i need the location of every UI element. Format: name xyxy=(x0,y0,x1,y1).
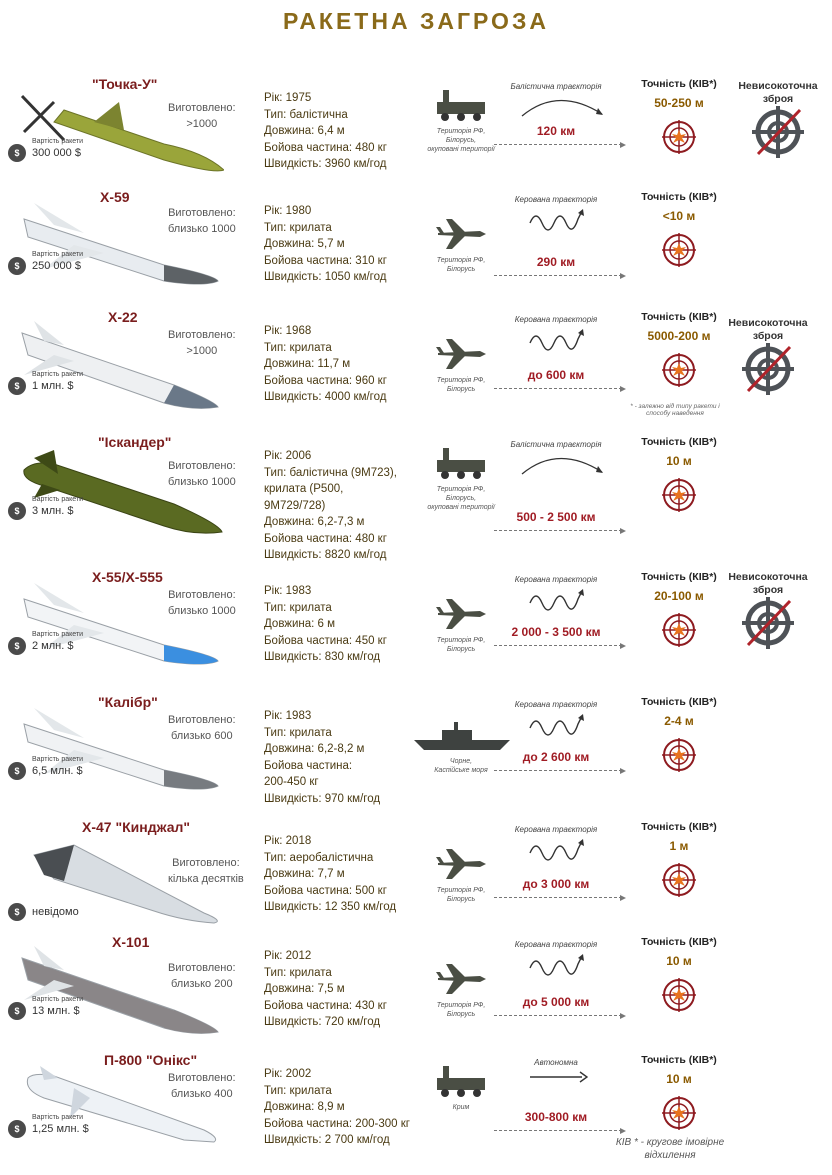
missile-row xyxy=(0,565,832,675)
missile-row xyxy=(0,72,832,182)
missile-range: до 3 000 км xyxy=(522,877,590,891)
target-icon xyxy=(662,478,696,512)
missile-specs: Рік: 2018 Тип: аеробалістична Довжина: 7,7 м Бойова частина: 500 кг Швидкість: 12 350 км/год xyxy=(264,835,397,913)
guided-trajectory-icon xyxy=(528,587,588,626)
launch-location: Чорне, Каспійське моря xyxy=(434,758,488,774)
missile-range: 300-800 км xyxy=(524,1110,588,1124)
launch-location: Територія РФ, Білорусь xyxy=(436,1002,486,1018)
accuracy-label: Точність (КІВ*) xyxy=(641,696,717,708)
missile-range: 2 000 - 3 500 км xyxy=(511,625,601,639)
range-arrow-line xyxy=(494,1015,622,1016)
accuracy-value: 50-250 м xyxy=(654,96,704,110)
range-arrow-line xyxy=(494,388,622,389)
missile-range: до 5 000 км xyxy=(522,995,590,1009)
trajectory-label: Балістична траєкторія xyxy=(510,440,602,449)
accuracy-label: Точність (КІВ*) xyxy=(641,311,717,323)
missile-row xyxy=(0,815,832,925)
missile-specs: Рік: 2002 Тип: крилата Довжина: 8,9 м Бойова частина: 200-300 кг Швидкість: 2 700 км/год xyxy=(264,1068,410,1146)
crossed-target-icon xyxy=(718,597,818,654)
missile-name: П-800 "Онікс" xyxy=(104,1052,198,1068)
arrow-head-icon xyxy=(620,528,626,534)
guided-trajectory-icon xyxy=(528,952,588,991)
kib-definition-note: КІВ * - кругове імовірне відхилення xyxy=(615,1137,725,1161)
accuracy-footnote: * - залежно від типу ракети і способу наведення xyxy=(630,403,720,417)
price-value: 300 000 $ xyxy=(32,147,81,159)
price-label: Вартість ракети xyxy=(32,756,84,763)
missile-row xyxy=(0,305,832,415)
accuracy-value: 10 м xyxy=(666,454,692,468)
price-label: Вартість ракети xyxy=(32,996,84,1003)
trajectory-label: Керована траєкторія xyxy=(514,940,598,949)
autonomous-trajectory-icon xyxy=(528,1070,588,1089)
accuracy-label: Точність (КІВ*) xyxy=(641,1054,717,1066)
arrow-head-icon xyxy=(620,768,626,774)
target-icon xyxy=(662,613,696,647)
missile-name: Х-59 xyxy=(100,189,130,205)
accuracy-label: Точність (КІВ*) xyxy=(641,571,717,583)
price-value: 6,5 млн. $ xyxy=(32,765,83,777)
price-value: невідомо xyxy=(32,906,79,918)
dollar-icon: $ xyxy=(8,1002,26,1020)
missile-specs: Рік: 1975 Тип: балістична Довжина: 6,4 м Бойова частина: 480 кг Швидкість: 3960 км/год xyxy=(264,92,387,170)
target-icon xyxy=(662,738,696,772)
range-arrow-line xyxy=(494,144,622,145)
trajectory-label: Автономна xyxy=(534,1058,578,1067)
missile-name: Х-47 "Кинджал" xyxy=(82,819,191,835)
trajectory-label: Керована траєкторія xyxy=(514,195,598,204)
launch-platform xyxy=(412,1064,510,1112)
production-count: Виготовлено: >1000 xyxy=(168,329,236,357)
range-arrow-line xyxy=(494,275,622,276)
missile-range: до 600 км xyxy=(527,368,585,382)
ballistic-trajectory-icon xyxy=(518,452,608,483)
page-title: РАКЕТНА ЗАГРОЗА xyxy=(283,8,549,34)
trajectory-label: Керована траєкторія xyxy=(514,315,598,324)
launch-location: Територія РФ, Білорусь xyxy=(436,887,486,903)
launch-platform xyxy=(412,337,510,394)
launch-platform xyxy=(412,446,510,512)
target-icon xyxy=(662,1096,696,1130)
missile-row xyxy=(0,690,832,805)
target-icon xyxy=(662,233,696,267)
launch-location: Територія РФ, Білорусь, окуповані території xyxy=(427,128,495,153)
target-icon xyxy=(662,353,696,387)
launch-location: Територія РФ, Білорусь xyxy=(436,377,486,393)
trajectory-label: Керована траєкторія xyxy=(514,700,598,709)
price-value: 1,25 млн. $ xyxy=(32,1123,89,1135)
arrow-head-icon xyxy=(620,273,626,279)
missile-name: "Точка-У" xyxy=(92,76,158,92)
imprecise-weapon-note xyxy=(728,80,828,163)
range-arrow-line xyxy=(494,770,622,771)
price-label: Вартість ракети xyxy=(32,496,84,503)
range-arrow-line xyxy=(494,1130,622,1131)
missile-range: 290 км xyxy=(536,255,576,269)
arrow-head-icon xyxy=(620,895,626,901)
accuracy-label: Точність (КІВ*) xyxy=(641,821,717,833)
price-label: Вартість ракети xyxy=(32,138,84,145)
arrow-head-icon xyxy=(620,1128,626,1134)
guided-trajectory-icon xyxy=(528,837,588,876)
launch-location: Територія РФ, Білорусь xyxy=(436,257,486,273)
price-label: Вартість ракети xyxy=(32,1114,84,1121)
accuracy-value: 2-4 м xyxy=(664,714,694,728)
imprecise-weapon-note xyxy=(718,571,818,654)
accuracy-label: Точність (КІВ*) xyxy=(641,436,717,448)
imprecise-weapon-label: Невисокоточна зброя xyxy=(728,317,808,342)
price-value: 1 млн. $ xyxy=(32,380,74,392)
production-count: Виготовлено: кілька десятків xyxy=(168,857,244,885)
arrow-head-icon xyxy=(620,1013,626,1019)
accuracy-value: 20-100 м xyxy=(654,589,704,603)
missile-specs: Рік: 1983 Тип: крилата Довжина: 6,2-8,2 м Бойова частина: 200-450 кг Швидкість: 970 км/год xyxy=(264,710,381,805)
range-arrow-line xyxy=(494,645,622,646)
accuracy-value: 10 м xyxy=(666,954,692,968)
price-value: 250 000 $ xyxy=(32,260,81,272)
range-arrow-line xyxy=(494,897,622,898)
arrow-head-icon xyxy=(620,386,626,392)
guided-trajectory-icon xyxy=(528,207,588,246)
launcher-vehicle-icon xyxy=(412,1064,510,1103)
imprecise-weapon-note xyxy=(718,317,818,400)
accuracy-value: 5000-200 м xyxy=(647,329,711,343)
dollar-icon: $ xyxy=(8,144,26,162)
crossed-target-icon xyxy=(718,343,818,400)
aircraft-icon xyxy=(412,217,510,256)
production-count: Виготовлено: близько 400 xyxy=(168,1072,236,1100)
missile-row xyxy=(0,185,832,295)
missile-name: "Калібр" xyxy=(98,694,158,710)
price-label: Вартість ракети xyxy=(32,251,84,258)
price-value: 13 млн. $ xyxy=(32,1005,80,1017)
range-arrow-line xyxy=(494,530,622,531)
dollar-icon: $ xyxy=(8,637,26,655)
missile-row xyxy=(0,430,832,561)
missile-name: Х-55/Х-555 xyxy=(92,569,163,585)
guided-trajectory-icon xyxy=(528,712,588,751)
target-icon xyxy=(662,863,696,897)
missile-range: до 2 600 км xyxy=(522,750,590,764)
arrow-head-icon xyxy=(620,142,626,148)
missile-name: "Іскандер" xyxy=(98,434,172,450)
dollar-icon: $ xyxy=(8,377,26,395)
price-value: 3 млн. $ xyxy=(32,505,74,517)
guided-trajectory-icon xyxy=(528,327,588,366)
trajectory-label: Керована траєкторія xyxy=(514,575,598,584)
crossed-target-icon xyxy=(728,106,828,163)
dollar-icon: $ xyxy=(8,257,26,275)
missile-specs: Рік: 1983 Тип: крилата Довжина: 6 м Бойова частина: 450 кг Швидкість: 830 км/год xyxy=(264,585,387,663)
accuracy-value: 1 м xyxy=(669,839,689,853)
launch-location: Територія РФ, Білорусь xyxy=(436,637,486,653)
launcher-vehicle-icon xyxy=(412,88,510,127)
accuracy-label: Точність (КІВ*) xyxy=(641,191,717,203)
accuracy-value: 10 м xyxy=(666,1072,692,1086)
missile-specs: Рік: 1980 Тип: крилата Довжина: 5,7 м Бойова частина: 310 кг Швидкість: 1050 км/год xyxy=(264,205,387,283)
accuracy-label: Точність (КІВ*) xyxy=(641,78,717,90)
launch-platform xyxy=(412,847,510,904)
missile-row xyxy=(0,930,832,1040)
accuracy-value: <10 м xyxy=(662,209,696,223)
production-count: Виготовлено: близько 1000 xyxy=(168,460,236,488)
missile-specs: Рік: 2012 Тип: крилата Довжина: 7,5 м Бойова частина: 430 кг Швидкість: 720 км/год xyxy=(264,950,387,1028)
price-label: Вартість ракети xyxy=(32,631,84,638)
dollar-icon: $ xyxy=(8,1120,26,1138)
launcher-vehicle-icon xyxy=(412,446,510,485)
trajectory-label: Керована траєкторія xyxy=(514,825,598,834)
production-count: Виготовлено: >1000 xyxy=(168,102,236,130)
launch-platform xyxy=(412,722,510,775)
trajectory-label: Балістична траєкторія xyxy=(510,82,602,91)
missile-specs: Рік: 1968 Тип: крилата Довжина: 11,7 м Бойова частина: 960 кг Швидкість: 4000 км/год xyxy=(264,325,387,403)
launch-platform xyxy=(412,962,510,1019)
missile-range: 500 - 2 500 км xyxy=(516,510,596,524)
imprecise-weapon-label: Невисокоточна зброя xyxy=(738,80,818,105)
missile-name: Х-101 xyxy=(112,934,150,950)
production-count: Виготовлено: близько 600 xyxy=(168,714,236,742)
price-label: Вартість ракети xyxy=(32,371,84,378)
missile-name: Х-22 xyxy=(108,309,138,325)
production-count: Виготовлено: близько 200 xyxy=(168,962,236,990)
launch-location: Територія РФ, Білорусь, окуповані території xyxy=(427,486,495,511)
target-icon xyxy=(662,978,696,1012)
accuracy-label: Точність (КІВ*) xyxy=(641,936,717,948)
price-value: 2 млн. $ xyxy=(32,640,74,652)
dollar-icon: $ xyxy=(8,903,26,921)
production-count: Виготовлено: близько 1000 xyxy=(168,207,236,235)
missile-range: 120 км xyxy=(536,124,576,138)
missile-specs: Рік: 2006 Тип: балістична (9М723), крилата (Р500, 9М729/728) Довжина: 6,2-7,3 м Бойова частина: 480 кг Швидкість: 8820 км/год xyxy=(264,450,397,561)
imprecise-weapon-label: Невисокоточна зброя xyxy=(728,571,808,596)
arrow-head-icon xyxy=(620,643,626,649)
dollar-icon: $ xyxy=(8,762,26,780)
ballistic-trajectory-icon xyxy=(518,94,608,125)
launch-location: Крим xyxy=(452,1104,470,1111)
production-count: Виготовлено: близько 1000 xyxy=(168,589,236,617)
target-icon xyxy=(662,120,696,154)
dollar-icon: $ xyxy=(8,502,26,520)
